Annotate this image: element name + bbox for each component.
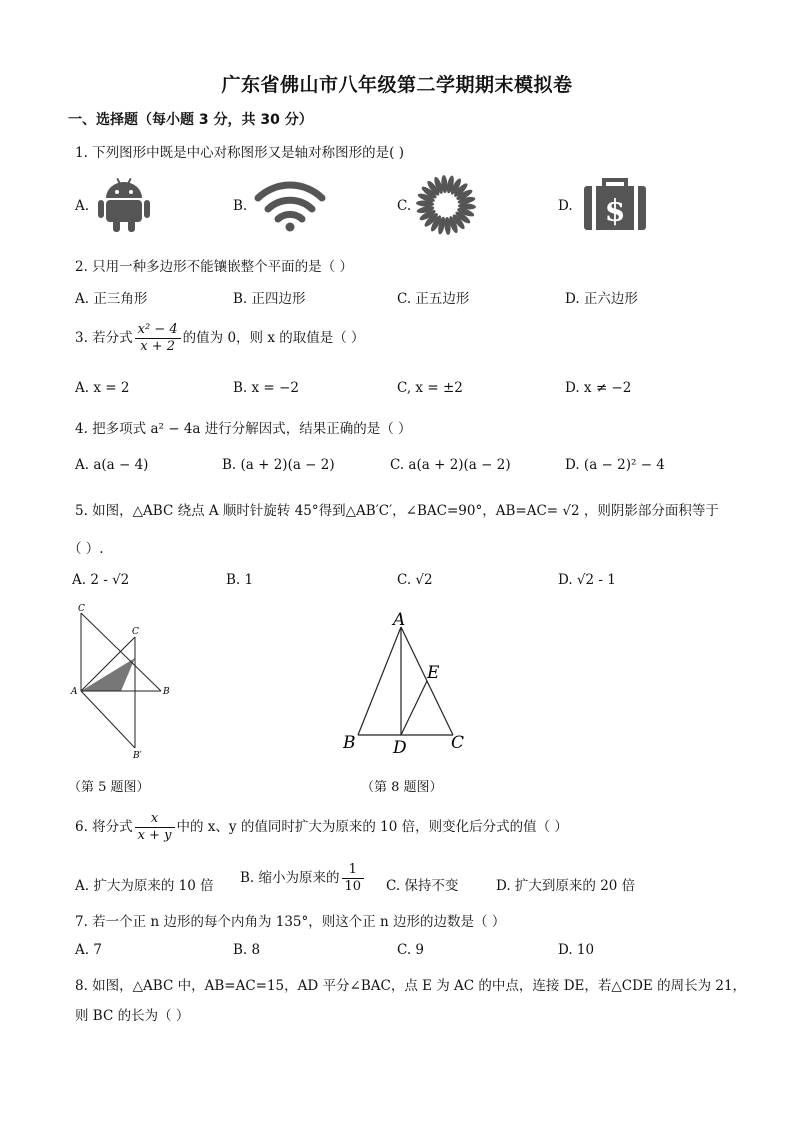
q1-option-d-label: D. [558, 198, 573, 214]
question-5-continued: （ ）. [68, 541, 104, 557]
q5-option-b: B. 1 [226, 572, 254, 588]
fig8-label-b: B [343, 733, 356, 753]
q4-option-b: B. (a + 2)(a − 2) [222, 457, 335, 473]
q4-option-a: A. a(a − 4) [75, 457, 149, 473]
question-7: 7. 若一个正 n 边形的每个内角为 135°，则这个正 n 边形的边数是（ ） [75, 914, 506, 930]
question-8-continued: 则 BC 的长为（ ） [75, 1008, 190, 1024]
q6-option-b-fraction [342, 862, 365, 895]
q6-fraction-numerator: x [150, 811, 159, 826]
page-title: 广东省佛山市八年级第二学期期末模拟卷 [221, 74, 573, 96]
fig5-label-b-prime: B′ [133, 751, 142, 761]
q5-option-c: C. √2 [397, 572, 433, 588]
q4-option-c: C. a(a + 2)(a − 2) [390, 457, 511, 473]
dollar-briefcase-icon [580, 176, 650, 234]
question-3 [75, 322, 365, 355]
q1-option-b-label: B. [233, 198, 248, 214]
shaded-region [81, 658, 135, 691]
q1-option-a-label: A. [75, 198, 90, 214]
fig5-label-c-prime: C [132, 627, 139, 637]
svg-text:$: $ [604, 194, 626, 229]
question-2: 2. 只用一种多边形不能镶嵌整个平面的是（ ） [75, 259, 353, 275]
fig5-label-c: C [78, 604, 85, 614]
fig5-label-a: A [71, 687, 78, 697]
q1-option-c-label: C. [397, 198, 412, 214]
q3-fraction [135, 322, 181, 355]
question-8: 8. 如图，△ABC 中，AB=AC=15，AD 平分∠BAC，点 E 为 AC 的中点，连接 DE，若△CDE 的周长为 21， [75, 978, 747, 994]
q3-option-c: C, x = ±2 [397, 380, 463, 396]
q6-option-d: D. 扩大到原来的 20 倍 [496, 878, 636, 894]
q2-option-b: B. 正四边形 [233, 291, 306, 307]
q2-option-c: C. 正五边形 [397, 291, 470, 307]
q3-option-d: D. x ≠ −2 [565, 380, 632, 396]
q3-fraction-denominator: x + 2 [135, 338, 181, 355]
figure-5-diagram [60, 600, 190, 765]
q4-option-d: D. (a − 2)² − 4 [565, 457, 665, 473]
section-heading: 一、选择题（每小题 3 分，共 30 分） [68, 112, 313, 128]
fig5-label-b: B [163, 687, 170, 697]
q5-option-d: D. √2 - 1 [558, 572, 616, 588]
wifi-signal-icon [254, 178, 326, 232]
question-5: 5. 如图，△ABC 绕点 A 顺时针旋转 45°得到△AB′C′，∠BAC=90°，AB=AC= √2 ，则阴影部分面积等于 [75, 503, 719, 519]
q7-option-c: C. 9 [397, 942, 425, 958]
q6-option-b-numerator: 1 [348, 862, 357, 877]
question-4: 4. 把多项式 a² − 4a 进行分解因式，结果正确的是（ ） [75, 421, 412, 437]
fig8-label-e: E [427, 663, 440, 683]
q6-suffix: 中的 x、y 的值同时扩大为原来的 10 倍，则变化后分式的值（ ） [176, 819, 568, 835]
q6-option-b-prefix: B. 缩小为原来的 [240, 870, 340, 886]
question-6 [75, 811, 568, 844]
figure-5-caption: （第 5 题图） [68, 780, 150, 795]
q6-option-c: C. 保持不变 [386, 878, 459, 894]
question-1: 1. 下列图形中既是中心对称图形又是轴对称图形的是( ) [75, 145, 404, 161]
fig8-label-d: D [393, 738, 407, 758]
q3-fraction-numerator: x² − 4 [137, 322, 178, 337]
q2-option-a: A. 正三角形 [75, 291, 148, 307]
q2-option-d: D. 正六边形 [565, 291, 638, 307]
q3-option-b: B. x = −2 [233, 380, 299, 396]
q6-fraction [135, 811, 175, 844]
q6-option-b [240, 862, 366, 895]
android-robot-icon [96, 176, 152, 234]
sunburst-ring-icon [413, 174, 479, 236]
q6-prefix: 6. 将分式 [75, 819, 133, 835]
q7-option-a: A. 7 [75, 942, 102, 958]
q6-fraction-denominator: x + y [135, 827, 175, 844]
figure-8-diagram [335, 605, 475, 760]
q3-prefix: 3. 若分式 [75, 330, 133, 346]
q6-option-a: A. 扩大为原来的 10 倍 [75, 878, 214, 894]
q5-option-a: A. 2 - √2 [72, 572, 130, 588]
q3-option-a: A. x = 2 [75, 380, 130, 396]
q7-option-d: D. 10 [558, 942, 595, 958]
q3-suffix: 的值为 0，则 x 的取值是（ ） [182, 330, 365, 346]
fig8-label-c: C [451, 733, 465, 753]
figure-8-caption: （第 8 题图） [361, 780, 443, 795]
fig8-label-a: A [393, 610, 406, 630]
q6-option-b-denominator: 10 [342, 878, 365, 895]
q7-option-b: B. 8 [233, 942, 261, 958]
